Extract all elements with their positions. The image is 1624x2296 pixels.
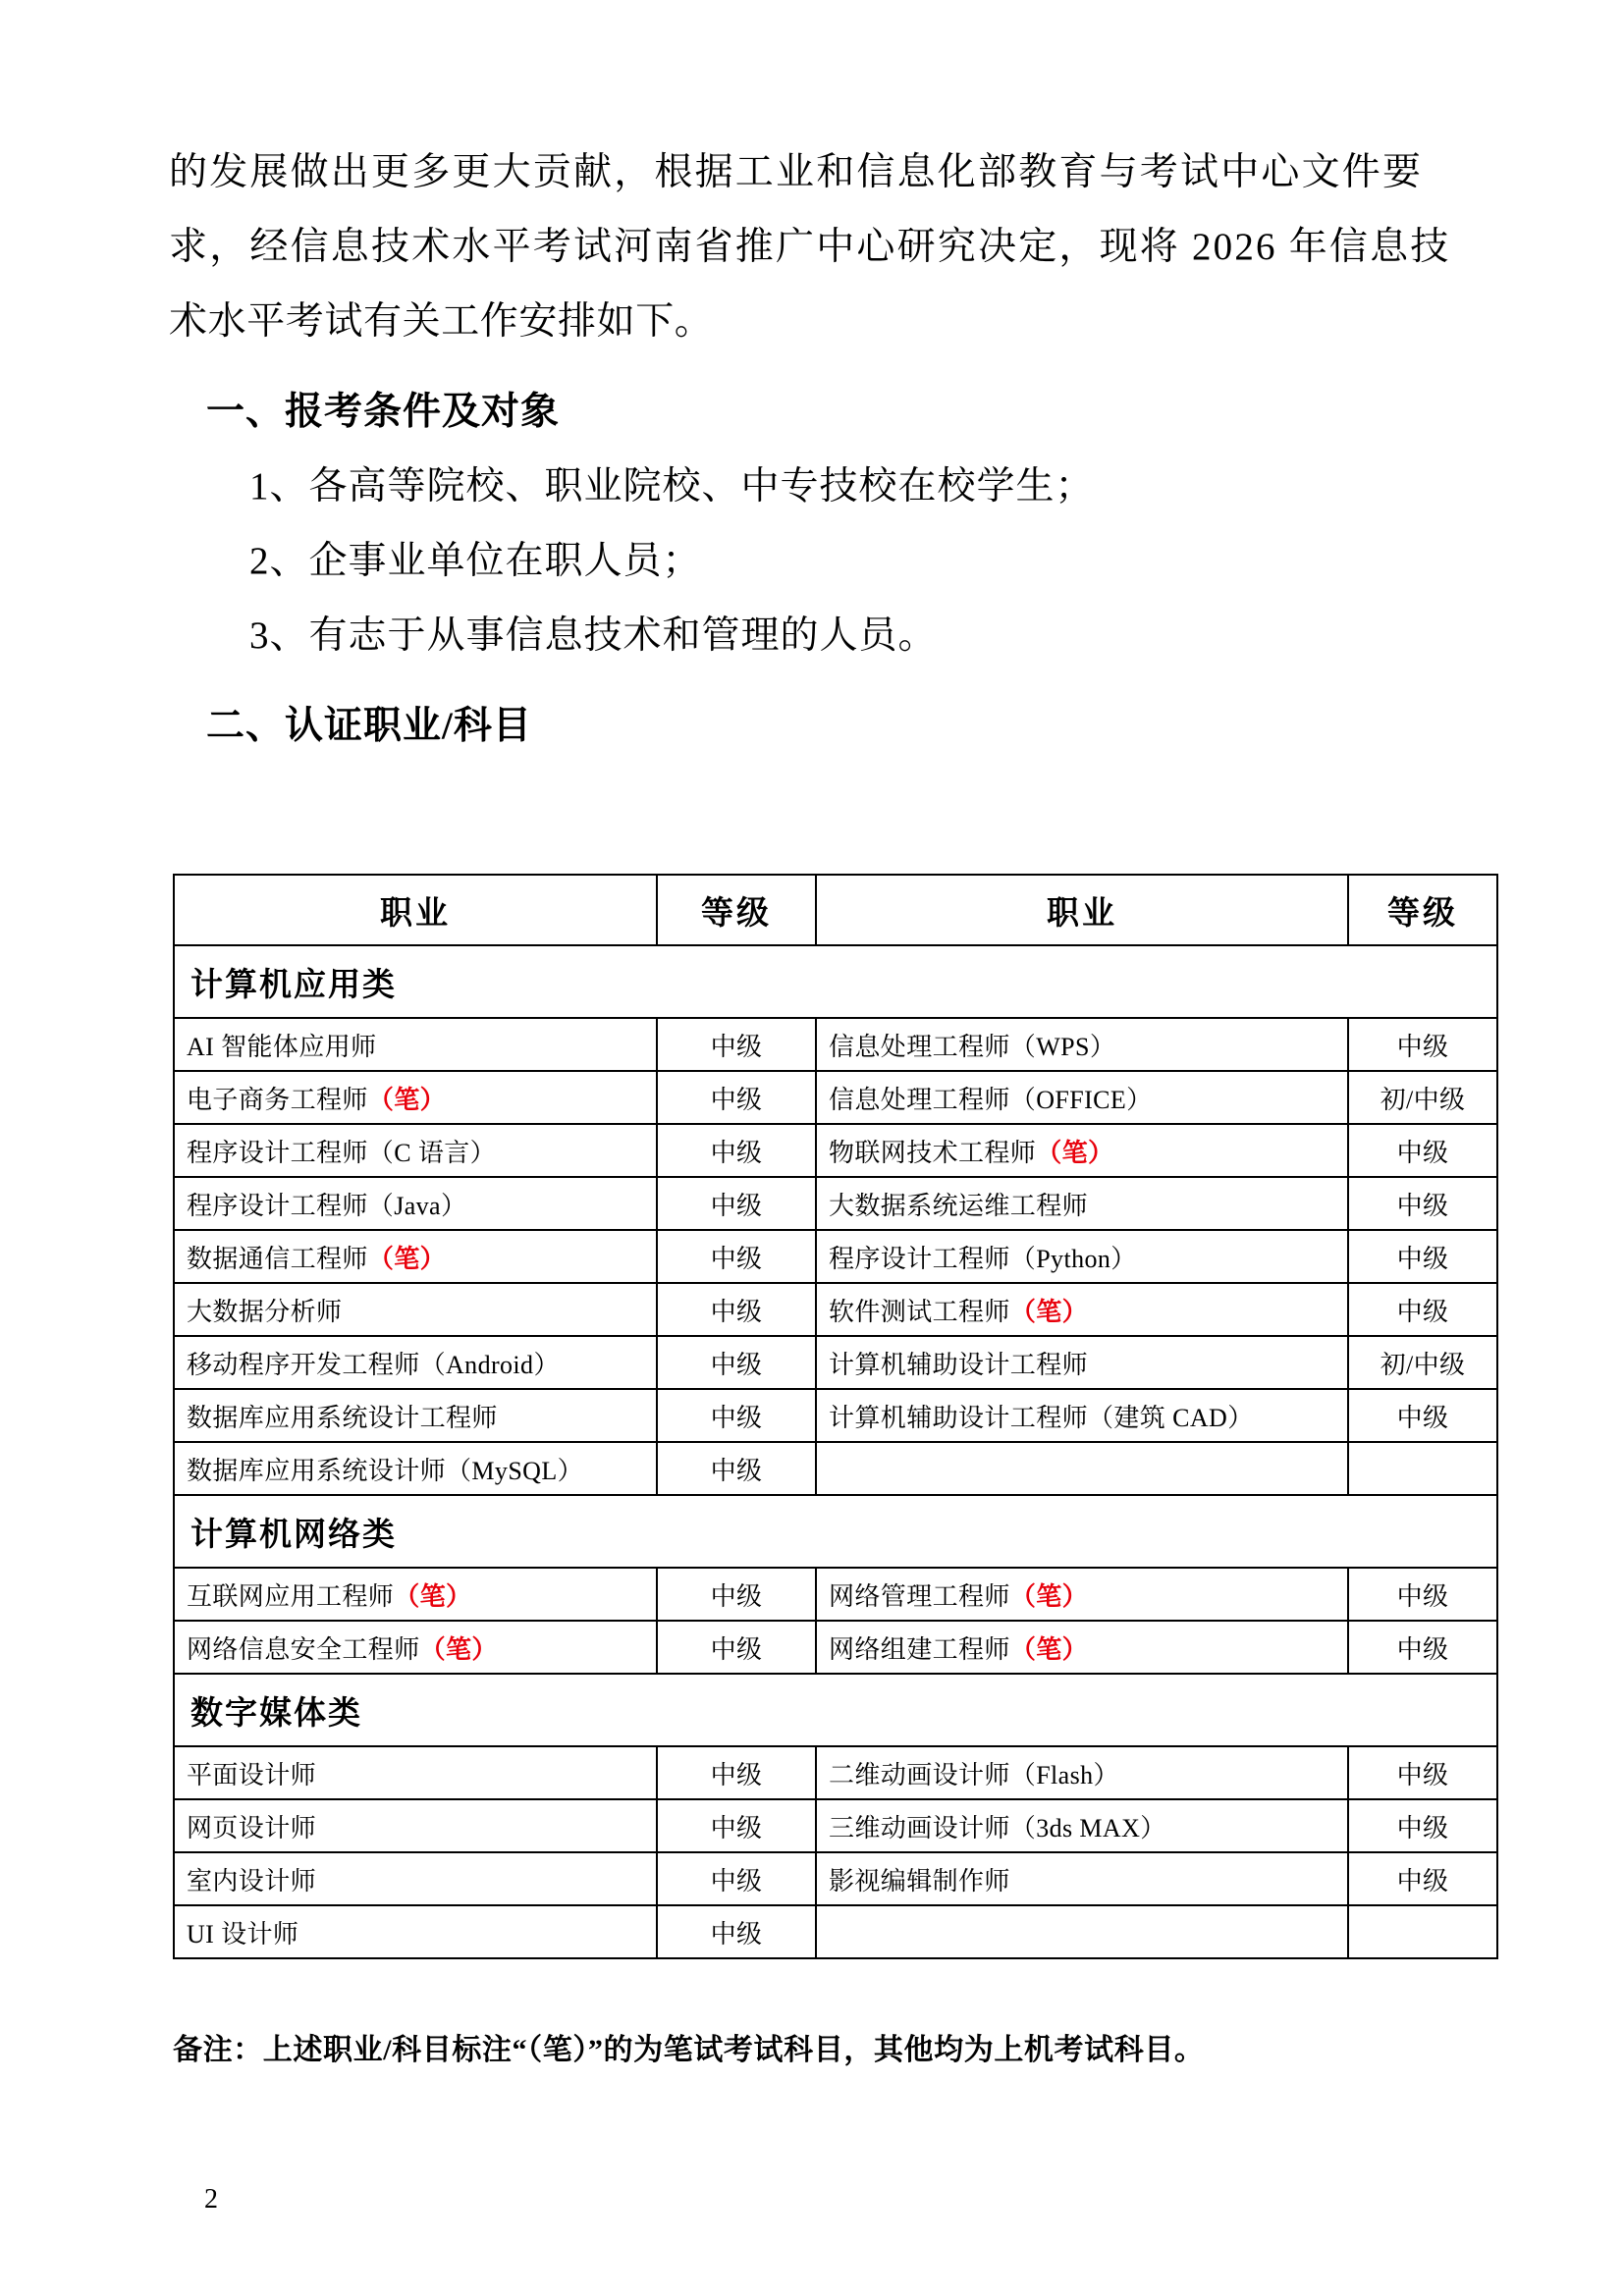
table-row	[174, 1621, 1497, 1674]
job-label: 影视编辑制作师	[829, 1866, 1010, 1896]
level-cell-left: 中级	[657, 1905, 816, 1958]
job-label: 互联网应用工程师	[187, 1581, 395, 1611]
job-label: 大数据分析师	[187, 1297, 343, 1326]
level-cell-left: 中级	[657, 1071, 816, 1124]
level-cell-left: 中级	[657, 1230, 816, 1283]
job-cell-left	[174, 1336, 657, 1389]
job-cell-right	[816, 1905, 1348, 1958]
table-row	[174, 1124, 1497, 1177]
job-label: 网络信息安全工程师	[187, 1634, 420, 1664]
job-cell-right	[816, 1442, 1348, 1495]
level-cell-right: 中级	[1348, 1746, 1497, 1799]
job-cell-right	[816, 1177, 1348, 1230]
job-cell-right	[816, 1071, 1348, 1124]
job-label: 程序设计工程师（Python）	[829, 1244, 1137, 1273]
job-cell-left	[174, 1230, 657, 1283]
certification-table	[173, 874, 1498, 1959]
paragraph-line-1: 的发展做出更多更大贡献，根据工业和信息化部教育与考试中心文件要	[169, 151, 1424, 193]
job-cell-right	[816, 1336, 1348, 1389]
level-cell-right: 中级	[1348, 1799, 1497, 1852]
written-exam-mark: （笔）	[367, 1085, 447, 1114]
job-label: 物联网技术工程师	[829, 1138, 1037, 1167]
level-cell-right: 中级	[1348, 1177, 1497, 1230]
written-exam-mark: （笔）	[419, 1634, 498, 1664]
certification-table-wrapper	[173, 874, 1496, 1959]
level-cell-left: 中级	[657, 1852, 816, 1905]
job-cell-left	[174, 1283, 657, 1336]
paragraph-line-3: 术水平考试有关工作安排如下。	[169, 300, 714, 343]
body-content	[169, 135, 1496, 764]
job-label: 数据通信工程师	[187, 1244, 368, 1273]
job-label: 软件测试工程师	[829, 1297, 1010, 1326]
level-cell-left: 中级	[657, 1283, 816, 1336]
job-label: 数据库应用系统设计工程师	[187, 1403, 498, 1432]
level-cell-left: 中级	[657, 1018, 816, 1071]
table-header-cell-1: 职业	[174, 875, 657, 945]
job-label: 室内设计师	[187, 1866, 317, 1896]
level-cell-right: 初/中级	[1348, 1071, 1497, 1124]
level-cell-left: 中级	[657, 1124, 816, 1177]
job-label: UI 设计师	[187, 1919, 299, 1949]
job-cell-left	[174, 1799, 657, 1852]
table-row	[174, 1177, 1497, 1230]
table-row	[174, 1389, 1497, 1442]
table-row	[174, 1852, 1497, 1905]
level-cell-left: 中级	[657, 1799, 816, 1852]
job-cell-right	[816, 1389, 1348, 1442]
table-header-cell-2: 等级	[657, 875, 816, 945]
job-label: 计算机辅助设计工程师	[829, 1350, 1089, 1379]
job-cell-right	[816, 1018, 1348, 1071]
job-cell-left	[174, 1905, 657, 1958]
level-cell-right: 中级	[1348, 1283, 1497, 1336]
level-cell-right: 中级	[1348, 1568, 1497, 1621]
level-cell-left: 中级	[657, 1746, 816, 1799]
job-label: 计算机辅助设计工程师（建筑 CAD）	[829, 1403, 1254, 1432]
table-header-cell-4: 等级	[1348, 875, 1497, 945]
certification-table-body	[174, 875, 1497, 1958]
job-label: 二维动画设计师（Flash）	[829, 1760, 1119, 1789]
job-cell-left	[174, 1071, 657, 1124]
category-row	[174, 1495, 1497, 1568]
job-cell-left	[174, 1389, 657, 1442]
category-label: 数字媒体类	[174, 1674, 1497, 1746]
job-cell-right	[816, 1852, 1348, 1905]
written-exam-mark: （笔）	[1036, 1138, 1114, 1167]
table-row	[174, 1799, 1497, 1852]
level-cell-right	[1348, 1442, 1497, 1495]
job-cell-right	[816, 1230, 1348, 1283]
section-two-heading: 二、认证职业/科目	[206, 705, 532, 747]
level-cell-left: 中级	[657, 1442, 816, 1495]
written-exam-mark: （笔）	[367, 1244, 447, 1273]
job-cell-right	[816, 1283, 1348, 1336]
level-cell-left: 中级	[657, 1621, 816, 1674]
page-number: 2	[204, 2184, 218, 2215]
job-cell-left	[174, 1621, 657, 1674]
job-cell-right	[816, 1746, 1348, 1799]
category-label: 计算机网络类	[174, 1495, 1497, 1568]
table-row	[174, 1283, 1497, 1336]
level-cell-right: 中级	[1348, 1230, 1497, 1283]
job-label: AI 智能体应用师	[187, 1032, 377, 1061]
job-cell-left	[174, 1746, 657, 1799]
section-one-item-3: 3、有志于从事信息技术和管理的人员。	[249, 614, 938, 657]
level-cell-right	[1348, 1905, 1497, 1958]
written-exam-mark: （笔）	[394, 1581, 472, 1611]
category-row	[174, 945, 1497, 1018]
table-row	[174, 1071, 1497, 1124]
section-one-item-1: 1、各高等院校、职业院校、中专技校在校学生；	[249, 465, 1095, 507]
job-cell-right	[816, 1568, 1348, 1621]
category-row	[174, 1674, 1497, 1746]
table-row	[174, 1746, 1497, 1799]
level-cell-right: 中级	[1348, 1124, 1497, 1177]
job-label: 网络组建工程师	[829, 1634, 1010, 1664]
job-label: 数据库应用系统设计师（MySQL）	[187, 1456, 584, 1485]
job-label: 三维动画设计师（3ds MAX）	[829, 1813, 1166, 1842]
level-cell-left: 中级	[657, 1177, 816, 1230]
level-cell-right: 中级	[1348, 1852, 1497, 1905]
level-cell-right: 中级	[1348, 1018, 1497, 1071]
level-cell-left: 中级	[657, 1568, 816, 1621]
table-row	[174, 1442, 1497, 1495]
level-cell-right: 中级	[1348, 1621, 1497, 1674]
job-cell-left	[174, 1177, 657, 1230]
written-exam-mark: （笔）	[1009, 1634, 1089, 1664]
level-cell-right: 中级	[1348, 1389, 1497, 1442]
job-cell-left	[174, 1018, 657, 1071]
paragraph-line-2: 求，经信息技术水平考试河南省推广中心研究决定，现将 2026 年信息技	[169, 226, 1451, 268]
job-label: 程序设计工程师（Java）	[187, 1191, 467, 1220]
table-row	[174, 1018, 1497, 1071]
written-exam-mark: （笔）	[1009, 1297, 1089, 1326]
job-label: 电子商务工程师	[187, 1085, 368, 1114]
job-cell-left	[174, 1442, 657, 1495]
section-one-item-2: 2、企事业单位在职人员；	[249, 540, 702, 582]
level-cell-left: 中级	[657, 1389, 816, 1442]
job-cell-right	[816, 1799, 1348, 1852]
table-header-row	[174, 875, 1497, 945]
job-label: 移动程序开发工程师（Android）	[187, 1350, 560, 1379]
table-note: 备注：上述职业/科目标注“（笔）”的为笔试考试科目，其他均为上机考试科目。	[173, 2034, 1205, 2066]
job-cell-left	[174, 1124, 657, 1177]
job-label: 网页设计师	[187, 1813, 317, 1842]
section-one-heading: 一、报考条件及对象	[206, 391, 561, 433]
table-row	[174, 1336, 1497, 1389]
job-label: 程序设计工程师（C 语言）	[187, 1138, 497, 1167]
level-cell-left: 中级	[657, 1336, 816, 1389]
table-row	[174, 1230, 1497, 1283]
written-exam-mark: （笔）	[1009, 1581, 1089, 1611]
job-cell-right	[816, 1621, 1348, 1674]
table-header-cell-3: 职业	[816, 875, 1348, 945]
job-cell-left	[174, 1568, 657, 1621]
job-label: 平面设计师	[187, 1760, 317, 1789]
job-label: 大数据系统运维工程师	[829, 1191, 1089, 1220]
level-cell-right: 初/中级	[1348, 1336, 1497, 1389]
table-row	[174, 1568, 1497, 1621]
job-cell-left	[174, 1852, 657, 1905]
job-label: 网络管理工程师	[829, 1581, 1010, 1611]
job-label: 信息处理工程师（WPS）	[829, 1032, 1116, 1061]
table-row	[174, 1905, 1497, 1958]
job-label: 信息处理工程师（OFFICE）	[829, 1085, 1153, 1114]
category-label: 计算机应用类	[174, 945, 1497, 1018]
job-cell-right	[816, 1124, 1348, 1177]
